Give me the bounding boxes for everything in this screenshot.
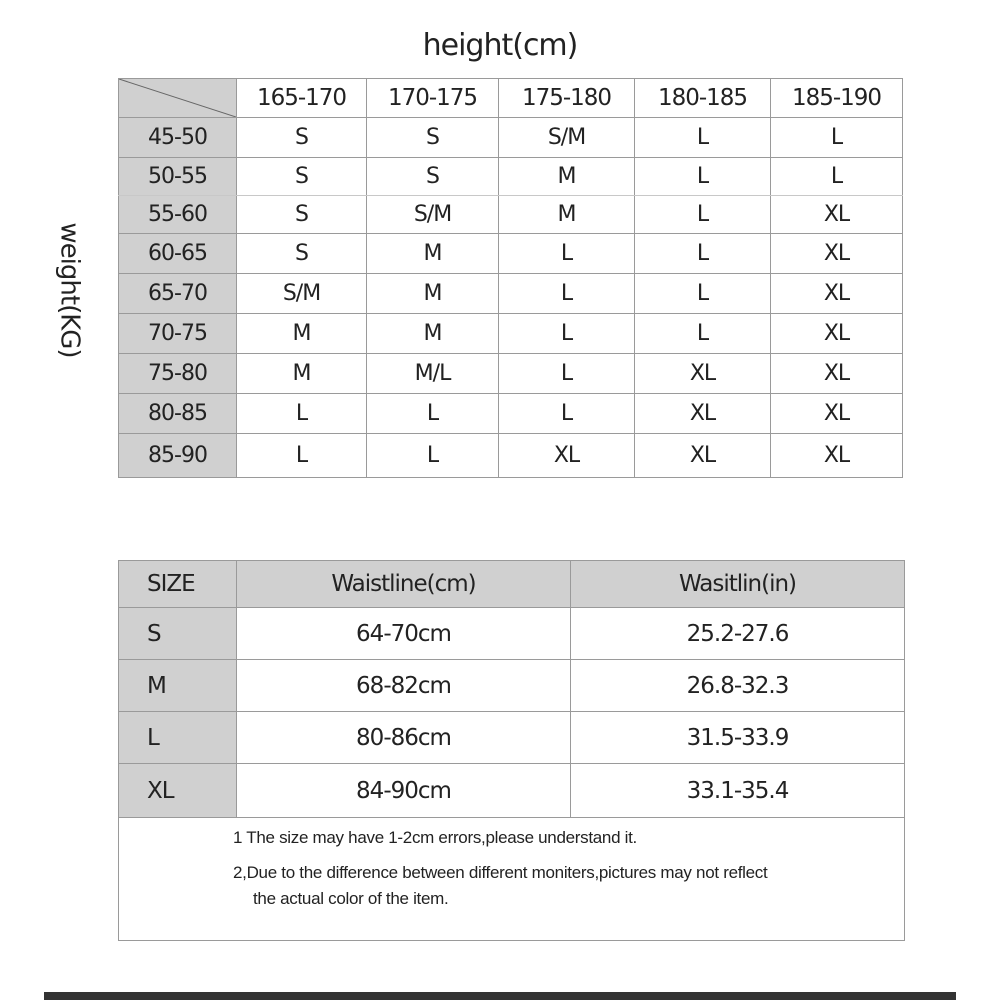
size-cell: XL	[771, 434, 903, 478]
size-cell: XL	[499, 434, 635, 478]
waistline-in-cell: 33.1-35.4	[571, 764, 905, 818]
size-cell: XL	[771, 394, 903, 434]
height-range-header: 185-190	[771, 79, 903, 118]
size-cell: L	[237, 394, 367, 434]
height-range-header: 170-175	[367, 79, 499, 118]
height-range-header: 175-180	[499, 79, 635, 118]
size-label-cell: M	[119, 660, 237, 712]
size-cell: M	[367, 234, 499, 274]
bottom-bar	[44, 992, 956, 1000]
waistline-header-row	[119, 561, 905, 608]
height-range-header: 165-170	[237, 79, 367, 118]
size-chart-row	[119, 354, 903, 394]
height-range-header: 180-185	[635, 79, 771, 118]
size-cell: S	[237, 196, 367, 234]
weight-axis-title-text: weight(KG)	[55, 222, 85, 358]
size-cell: XL	[771, 354, 903, 394]
size-cell: XL	[771, 196, 903, 234]
waistline-in-header: Wasitlin(in)	[571, 561, 905, 608]
size-cell: L	[499, 394, 635, 434]
size-chart-row	[119, 234, 903, 274]
note-item	[233, 854, 904, 912]
weight-range-cell: 85-90	[119, 434, 237, 478]
size-cell: M	[237, 354, 367, 394]
size-cell: M	[499, 158, 635, 196]
weight-range-cell: 45-50	[119, 118, 237, 158]
size-cell: L	[635, 196, 771, 234]
size-cell: M/L	[367, 354, 499, 394]
size-cell: XL	[635, 434, 771, 478]
waistline-cm-header: Waistline(cm)	[237, 561, 571, 608]
size-cell: XL	[771, 274, 903, 314]
weight-range-cell: 65-70	[119, 274, 237, 314]
size-cell: L	[499, 314, 635, 354]
waistline-cm-cell: 68-82cm	[237, 660, 571, 712]
waistline-row	[119, 660, 905, 712]
size-chart-row	[119, 434, 903, 478]
size-cell: XL	[635, 354, 771, 394]
size-cell: M	[237, 314, 367, 354]
size-chart-row	[119, 314, 903, 354]
size-cell: XL	[635, 394, 771, 434]
note-line: the actual color of the item.	[253, 889, 449, 908]
size-cell: S/M	[499, 118, 635, 158]
size-chart-row	[119, 394, 903, 434]
note-line: 2,Due to the difference between different moniters,pictures may not reflect	[233, 863, 768, 882]
size-cell: L	[367, 394, 499, 434]
weight-range-cell: 80-85	[119, 394, 237, 434]
weight-range-cell: 60-65	[119, 234, 237, 274]
waistline-in-cell: 26.8-32.3	[571, 660, 905, 712]
waistline-row	[119, 764, 905, 818]
size-cell: L	[635, 234, 771, 274]
size-label-cell: S	[119, 608, 237, 660]
size-label-cell: L	[119, 712, 237, 764]
size-cell: M	[367, 274, 499, 314]
size-cell: S	[237, 158, 367, 196]
waistline-cm-cell: 84-90cm	[237, 764, 571, 818]
size-label-cell: XL	[119, 764, 237, 818]
size-cell: L	[499, 354, 635, 394]
notes	[119, 818, 904, 912]
size-cell: XL	[771, 314, 903, 354]
waistline-cm-cell: 64-70cm	[237, 608, 571, 660]
size-chart-row	[119, 274, 903, 314]
size-cell: L	[499, 234, 635, 274]
waistline-row	[119, 712, 905, 764]
height-axis-title: height(cm)	[422, 28, 578, 63]
weight-range-cell: 70-75	[119, 314, 237, 354]
weight-axis-title	[20, 200, 120, 380]
size-chart-row	[119, 118, 903, 158]
corner-cell	[119, 79, 237, 118]
size-cell: L	[635, 158, 771, 196]
size-cell: L	[635, 314, 771, 354]
waistline-table	[118, 560, 905, 941]
waistline-row	[119, 608, 905, 660]
size-cell: S	[237, 234, 367, 274]
note-item: 1 The size may have 1-2cm errors,please understand it.	[233, 828, 637, 847]
size-cell: S	[237, 118, 367, 158]
size-column-header: SIZE	[119, 561, 237, 608]
size-chart-table	[118, 78, 903, 478]
size-cell: M	[367, 314, 499, 354]
weight-range-cell: 75-80	[119, 354, 237, 394]
height-header-row	[119, 79, 903, 118]
size-cell: L	[635, 118, 771, 158]
waistline-in-cell: 25.2-27.6	[571, 608, 905, 660]
size-cell: S/M	[237, 274, 367, 314]
size-cell: L	[499, 274, 635, 314]
size-cell: S	[367, 118, 499, 158]
diagonal-divider	[119, 79, 236, 117]
size-cell: L	[237, 434, 367, 478]
size-cell: L	[635, 274, 771, 314]
weight-range-cell: 50-55	[119, 158, 237, 196]
size-cell: L	[771, 118, 903, 158]
size-cell: L	[367, 434, 499, 478]
size-cell: M	[499, 196, 635, 234]
notes-cell	[119, 818, 905, 941]
size-cell: L	[771, 158, 903, 196]
size-chart-row	[119, 158, 903, 196]
notes-row	[119, 818, 905, 941]
size-chart-row	[119, 196, 903, 234]
size-cell: S	[367, 158, 499, 196]
size-cell: XL	[771, 234, 903, 274]
size-cell: S/M	[367, 196, 499, 234]
waistline-in-cell: 31.5-33.9	[571, 712, 905, 764]
weight-range-cell: 55-60	[119, 196, 237, 234]
waistline-cm-cell: 80-86cm	[237, 712, 571, 764]
